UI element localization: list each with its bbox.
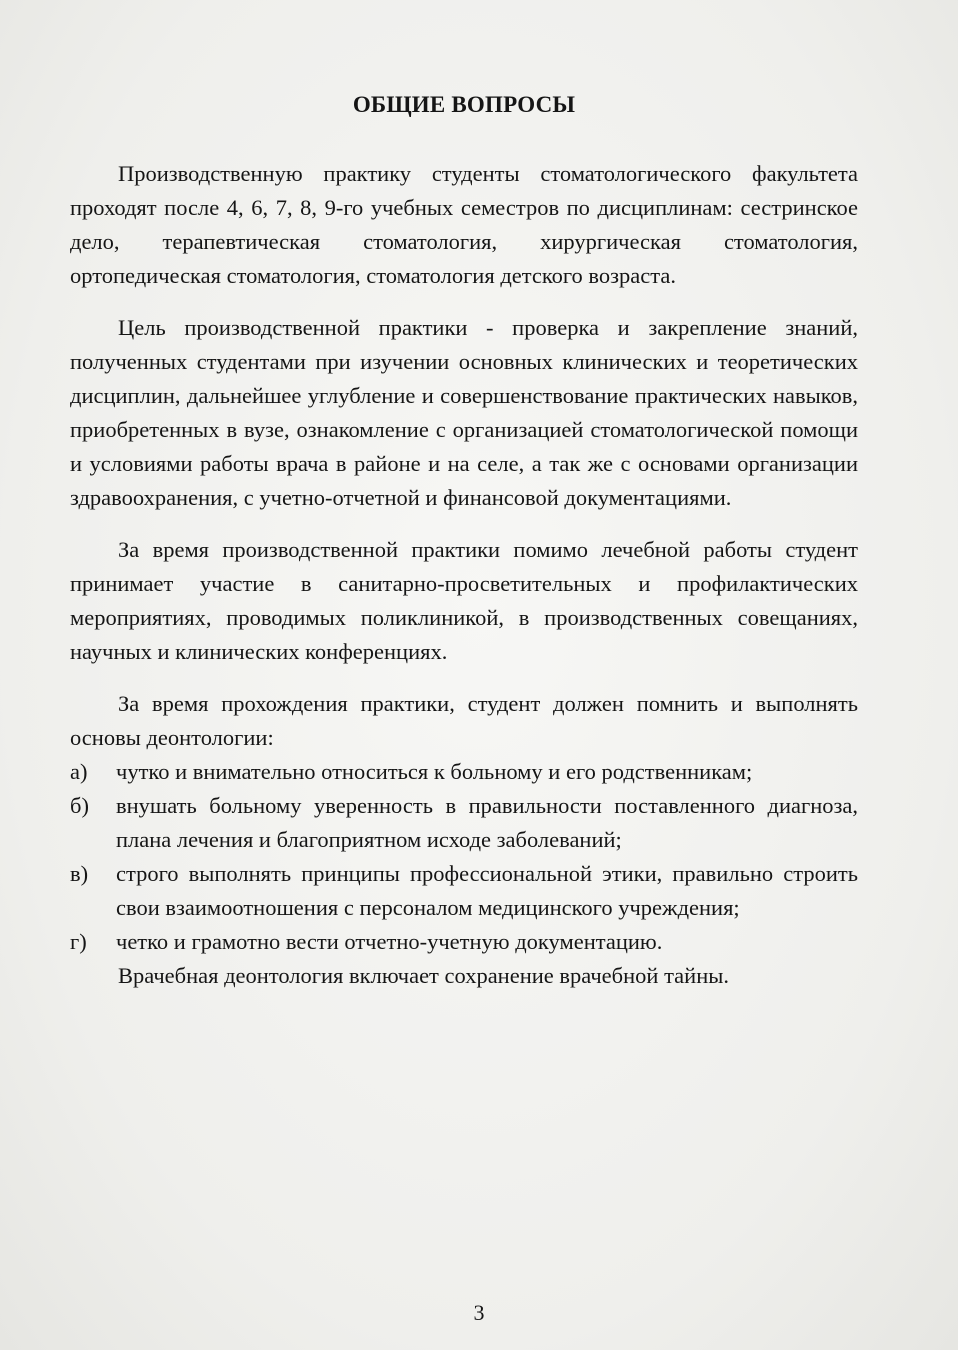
list-item-text: строго выполнять принципы профессиональной этики, правильно строить свои взаимоотношения с персоналом медицинского учреждения; <box>116 861 858 920</box>
list-marker: в) <box>70 861 89 886</box>
paragraph-deontology-intro: За время прохождения практики, студент должен помнить и выполнять основы деонтологии: <box>70 691 858 750</box>
list-marker: б) <box>70 793 89 818</box>
list-item-text: внушать больному уверенность в правильности поставленного диагноза, плана лечения и благоприятном исходе заболеваний; <box>116 793 858 852</box>
paragraph-student-activities: За время производственной практики помимо лечебной работы студент принимает участие в санитарно-просветительных и профилактических мероприятиях, проводимых поликлиникой, в производственных совещаниях, научных и клинических конференциях. <box>70 537 858 664</box>
list-item <box>70 789 858 857</box>
list-item <box>70 857 858 925</box>
list-item-text: чутко и внимательно относиться к больному и его родственникам; <box>116 759 753 784</box>
deontology-list <box>70 755 858 959</box>
paragraph-medical-secrecy: Врачебная деонтология включает сохранение врачебной тайны. <box>118 963 729 988</box>
list-item <box>70 925 858 959</box>
page-number: 3 <box>473 1300 485 1325</box>
paragraph-practice-goal: Цель производственной практики - проверка и закрепление знаний, полученных студентами при изучении основных клинических и теоретических дисциплин, дальнейшее углубление и совершенствование практических навыков, приобретенных в вузе, ознакомление с организацией стоматологической помощи и условиями работы врача в районе и на селе, а так же с основами организации здравоохранения, с учетно-отчетной и финансовой документациями. <box>70 315 858 510</box>
list-marker: г) <box>70 929 87 954</box>
page-content <box>70 88 858 1011</box>
paragraph-practice-schedule: Производственную практику студенты стоматологического факультета проходят после 4, 6, 7, 8, 9-го учебных семестров по дисциплинам: сестринское дело, терапевтическая стоматология, хирургическая стоматология, ортопедическая стоматология, стоматология детского возраста. <box>70 161 858 288</box>
list-marker: а) <box>70 759 88 784</box>
list-item-text: четко и грамотно вести отчетно-учетную документацию. <box>116 929 663 954</box>
list-item <box>70 755 858 789</box>
page-title: ОБЩИЕ ВОПРОСЫ <box>352 92 576 117</box>
